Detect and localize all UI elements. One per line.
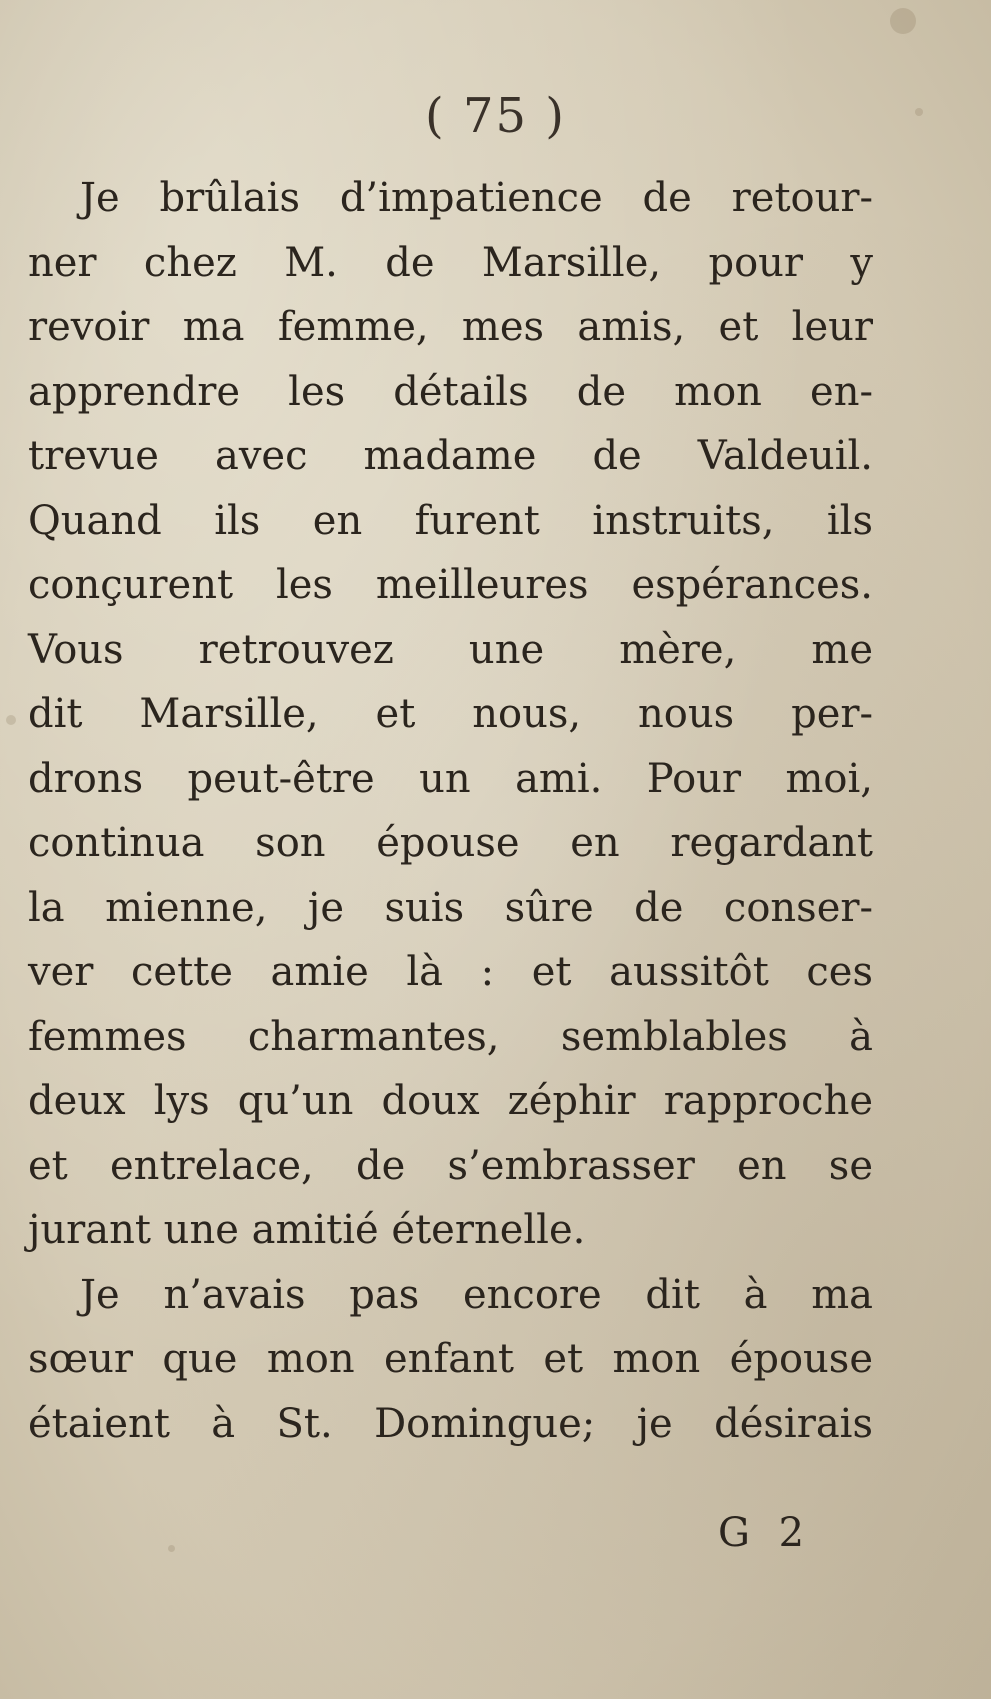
text-line: revoir ma femme, mes amis, et leur	[28, 304, 873, 350]
text-line: et entrelace, de s’embrasser en se	[28, 1142, 873, 1189]
text-line: ner chez M. de Marsille, pour y	[28, 239, 873, 286]
text-line: ver cette amie là : et aussitôt ces	[28, 949, 873, 995]
text-line: dit Marsille, et nous, nous per-	[28, 691, 873, 737]
text-line: sœur que mon enfant et mon épouse	[28, 1336, 873, 1382]
page-number-header: ( 75 )	[424, 88, 567, 144]
text-line: drons peut-être un ami. Pour moi,	[28, 755, 873, 802]
text-line: trevue avec madame de Valdeuil.	[28, 433, 873, 479]
paper-stain	[168, 1545, 175, 1552]
text-line: Je n’avais pas encore dit à ma	[80, 1271, 873, 1318]
text-line: jurant une amitié éternelle.	[28, 1207, 586, 1253]
signature-mark: G 2	[718, 1510, 813, 1556]
text-line: continua son épouse en regardant	[28, 820, 873, 866]
paper-stain	[890, 8, 916, 34]
text-line: apprendre les détails de mon en-	[28, 368, 873, 415]
text-line: conçurent les meilleures espérances.	[28, 562, 873, 608]
text-line: femmes charmantes, semblables à	[28, 1013, 873, 1060]
text-line: étaient à St. Domingue; je désirais	[28, 1400, 873, 1447]
text-line: Je brûlais d’impatience de retour-	[80, 175, 873, 221]
text-line: deux lys qu’un doux zéphir rapproche	[28, 1078, 873, 1124]
text-line: Quand ils en furent instruits, ils	[28, 497, 873, 544]
body-text	[28, 166, 873, 1456]
paper-stain	[6, 715, 16, 725]
text-line: la mienne, je suis sûre de conser-	[28, 884, 873, 931]
text-line: Vous retrouvez une mère, me	[28, 626, 873, 673]
